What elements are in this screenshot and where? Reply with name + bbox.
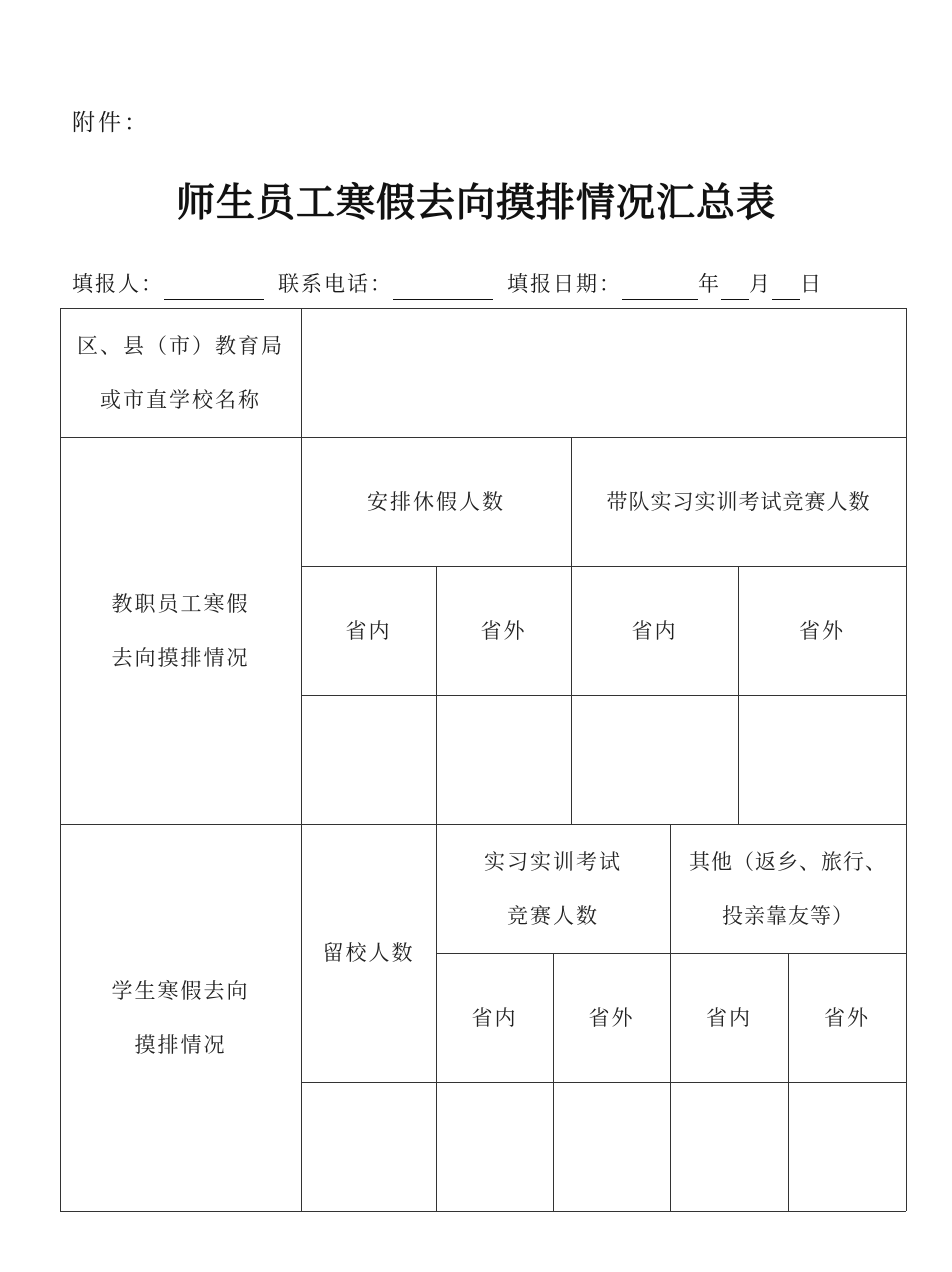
student-other-line2: 投亲靠友等） <box>722 903 854 928</box>
org-name-label <box>60 308 301 437</box>
staff-vacation-out-province-header: 省外 <box>480 618 527 643</box>
student-section-line1: 学生寒假去向 <box>111 978 250 1003</box>
org-name-label-line2: 或市直学校名称 <box>100 387 261 412</box>
student-internship-out-province-header: 省外 <box>588 1005 635 1030</box>
reporter-blank[interactable] <box>164 275 264 300</box>
year-blank[interactable] <box>622 275 698 300</box>
reporter-label: 填报人： <box>72 272 164 296</box>
staff-team-header: 带队实习实训考试竞赛人数 <box>606 489 871 514</box>
fill-in-row <box>72 268 823 298</box>
student-other-header <box>670 824 906 953</box>
student-section-line2: 摸排情况 <box>134 1032 227 1057</box>
staff-section-label <box>60 437 301 824</box>
student-internship-line2: 竞赛人数 <box>507 903 599 928</box>
student-stay-input[interactable] <box>301 1082 436 1211</box>
date-label: 填报日期： <box>507 272 622 296</box>
student-internship-header <box>436 824 670 953</box>
student-other-in-province-header: 省内 <box>706 1005 752 1030</box>
page-title: 师生员工寒假去向摸排情况汇总表 <box>175 180 776 226</box>
year-unit: 年 <box>698 272 721 296</box>
org-name-field[interactable] <box>301 308 906 437</box>
phone-blank[interactable] <box>393 275 493 300</box>
table-border-bottom <box>60 1211 906 1212</box>
staff-team-out-province-header: 省外 <box>799 618 845 643</box>
student-stay-header: 留校人数 <box>322 941 415 965</box>
student-internship-line1: 实习实训考试 <box>484 849 622 874</box>
student-section-label <box>60 824 301 1211</box>
student-internship-in-province-header: 省内 <box>471 1005 518 1030</box>
student-other-out-province-header: 省外 <box>824 1005 870 1030</box>
staff-section-line1: 教职员工寒假 <box>111 591 250 616</box>
staff-vacation-in-province-input[interactable] <box>301 695 436 824</box>
staff-team-out-province-input[interactable] <box>738 695 906 824</box>
month-blank[interactable] <box>721 275 749 300</box>
staff-vacation-in-province-header: 省内 <box>345 618 392 643</box>
student-internship-out-province-input[interactable] <box>553 1082 670 1211</box>
phone-label: 联系电话： <box>278 272 393 296</box>
student-other-out-province-input[interactable] <box>788 1082 906 1211</box>
staff-team-in-province-header: 省内 <box>631 618 678 643</box>
student-other-in-province-input[interactable] <box>670 1082 788 1211</box>
org-name-label-line1: 区、县（市）教育局 <box>77 333 284 358</box>
staff-section-line2: 去向摸排情况 <box>111 645 250 670</box>
attachment-label: 附件： <box>72 110 150 136</box>
day-unit: 日 <box>800 272 823 296</box>
student-other-line1: 其他（返乡、旅行、 <box>689 849 887 874</box>
student-internship-in-province-input[interactable] <box>436 1082 553 1211</box>
table-border-right <box>906 308 907 1211</box>
month-unit: 月 <box>749 272 772 296</box>
staff-team-in-province-input[interactable] <box>571 695 738 824</box>
day-blank[interactable] <box>772 275 800 300</box>
staff-vacation-header: 安排休假人数 <box>367 489 505 514</box>
staff-vacation-out-province-input[interactable] <box>436 695 571 824</box>
